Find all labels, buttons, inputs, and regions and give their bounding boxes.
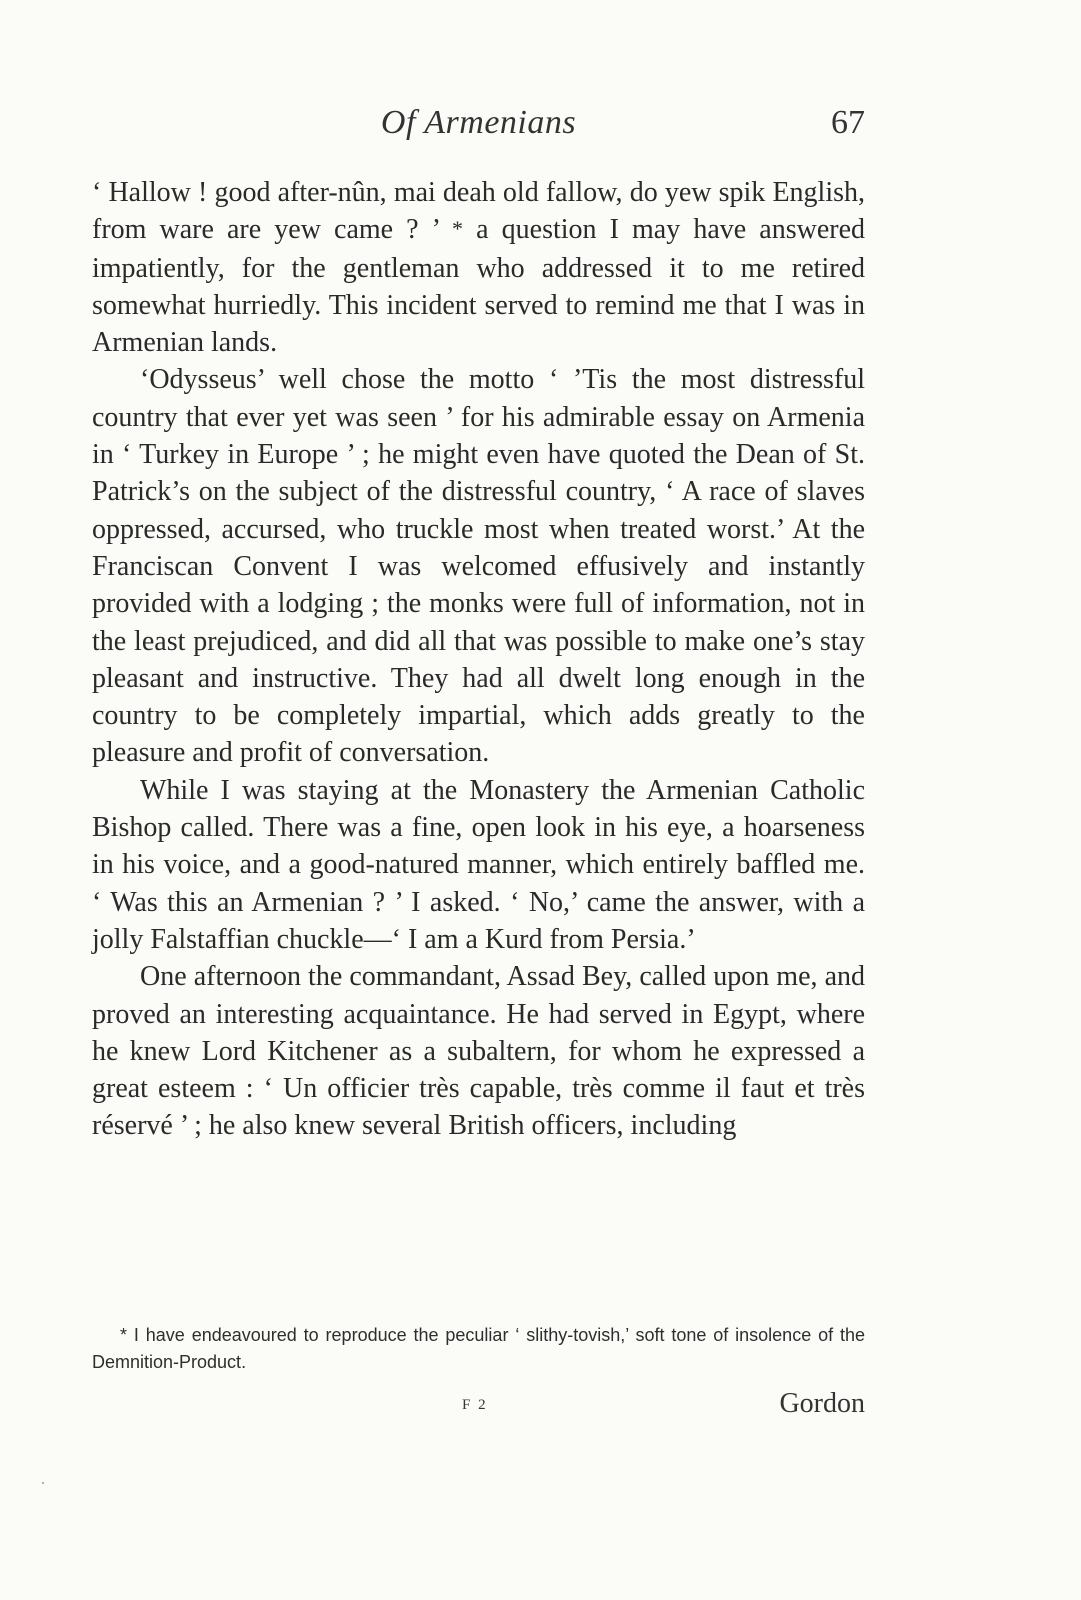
printer-signature-mark: F 2 [462,1397,488,1413]
paragraph-1-text-b: a question I may have answered impatiently, for the gentleman who addressed it to me retired somewhat hurriedly. This incident served to remind me that I was in Armenian lands. [92,214,865,359]
running-title: Of Armenians [380,104,577,141]
footnote-reference-mark: * [452,216,464,242]
paragraph-3: While I was staying at the Monastery the Armenian Catholic Bishop called. There was a fine, open look in his eye, a hoarseness in his voice, and a good-natured manner, which entirely baffled me. ‘ Was this an Armenian ? ’ I asked. ‘ No,’ came the answer, with a jolly Falstaffian chuckle—‘ I am a Kurd from Persia.’ [92,774,865,955]
running-head [92,104,865,154]
body-text [92,174,865,1145]
page-number: 67 [831,104,865,141]
paper-speck [42,1482,44,1484]
catchword: Gordon [779,1388,865,1419]
paragraph-1-text-a: ‘ Hallow ! good after-nûn, mai deah old fallow, do yew spik English, from ware are yew came ? ’ [92,177,865,246]
footnote: * I have endeavoured to reproduce the peculiar ‘ slithy-tovish,’ soft tone of insolence of the Demnition-Product. [92,1325,865,1372]
paragraph-2: ‘Odysseus’ well chose the motto ‘ ’Tis the most distressful country that ever yet was seen ’ for his admirable essay on Armenia in ‘ Turkey in Europe ’ ; he might even have quoted the Dean of St. Patrick’s on the subject of the distressful country, ‘ A race of slaves oppressed, accursed, who truckle most when treated worst.’ At the Franciscan Convent I was welcomed effusively and instantly provided with a lodging ; the monks were full of information, not in the least prejudiced, and did all that was possible to make one’s stay pleasant and instructive. They had all dwelt long enough in the country to be completely impartial, which adds greatly to the pleasure and profit of conversation. [92,364,865,769]
paragraph-4: One afternoon the commandant, Assad Bey, called upon me, and proved an interesting acquaintance. He had served in Egypt, where he knew Lord Kitchener as a subaltern, for whom he expressed a great esteem : ‘ Un officier très capable, très comme il faut et très réservé ’ ; he also knew several British officers, including [92,961,865,1142]
paragraph-1 [92,174,865,361]
